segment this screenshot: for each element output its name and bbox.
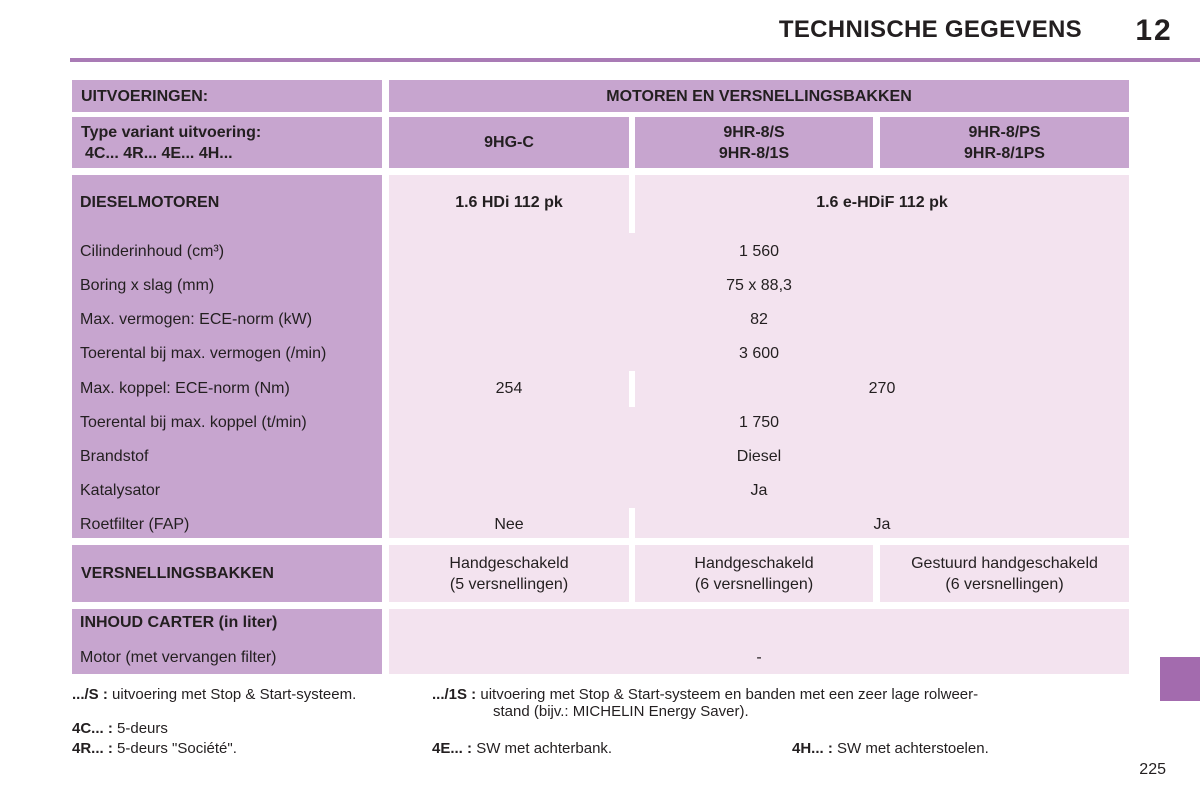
footnote-1s-text-line1: uitvoering met Stop & Start-systeem en banden met een zeer lage rolweer-: [480, 686, 979, 703]
gearbox-9hr-8ps-line1: Gestuurd handgeschakeld: [911, 554, 1098, 572]
variant-type-label: [72, 117, 382, 168]
oil-capacity-value: -: [756, 649, 762, 666]
footnote-1s: [432, 686, 978, 704]
variant-9hr-8s: [635, 117, 873, 168]
oil-capacity-row-label: Motor (met vervangen filter): [80, 649, 277, 666]
spec-value-max-torque-hdi: 254: [495, 380, 523, 397]
footnote-4c: [72, 720, 168, 738]
variant-9hr-8ps: [880, 117, 1129, 168]
footnote-4r-text: 5-deurs "Société".: [117, 740, 237, 757]
spec-label-torque-rpm: Toerental bij max. koppel (t/min): [80, 414, 307, 431]
spec-value-max-torque-e-hdif: 270: [868, 380, 896, 397]
gearbox-9hr-8s-line2: (6 versnellingen): [694, 575, 814, 593]
variant-9hr-8ps-line1: 9HR-8/PS: [968, 123, 1041, 141]
spec-value-catalyst: Ja: [750, 482, 768, 499]
engine-hdi: 1.6 HDi 112 pk: [455, 194, 563, 211]
gearbox-9hr-8s: [635, 545, 873, 602]
variant-9hr-8ps-line2: 9HR-8/1PS: [964, 144, 1045, 162]
footnote-4r: [72, 740, 237, 758]
gearbox-9hr-8ps: [880, 545, 1129, 602]
spec-value-torque-rpm: 1 750: [738, 414, 780, 431]
gearbox-9hr-8ps-line2: (6 versnellingen): [945, 575, 1064, 593]
spec-value-particle-filter-hdi: Nee: [494, 516, 524, 533]
chapter-tab: [1160, 657, 1200, 701]
spec-label-catalyst: Katalysator: [80, 482, 161, 499]
oil-capacity-title: INHOUD CARTER (in liter): [80, 614, 278, 631]
footnote-4c-text: 5-deurs: [117, 720, 168, 737]
header-rule: [70, 58, 1200, 62]
spec-label-displacement: Cilinderinhoud (cm³): [80, 243, 225, 260]
footnote-4r-key: 4R... :: [72, 740, 113, 757]
spec-value-fuel: Diesel: [736, 448, 782, 465]
spec-label-fuel: Brandstof: [80, 448, 149, 465]
spec-value-power-rpm: 3 600: [738, 345, 780, 362]
footnote-4e: [432, 740, 612, 758]
spec-value-bore-stroke: 75 x 88,3: [726, 277, 792, 294]
footnote-s-text: uitvoering met Stop & Start-systeem.: [112, 686, 357, 703]
variant-type-label-line2: 4C... 4R... 4E... 4H...: [85, 144, 233, 162]
variant-9hg-c: 9HG-C: [389, 117, 629, 168]
spec-value-max-power: 82: [750, 311, 768, 328]
variant-type-label-line1: Type variant uitvoering:: [81, 123, 262, 141]
spec-label-particle-filter: Roetfilter (FAP): [80, 516, 190, 533]
gearbox-9hg-c: [389, 545, 629, 602]
spec-label-max-torque: Max. koppel: ECE-norm (Nm): [80, 380, 290, 397]
footnote-s-key: .../S :: [72, 686, 108, 703]
header-motoren: MOTOREN EN VERSNELLINGSBAKKEN: [389, 80, 1129, 112]
gearbox-9hr-8s-line1: Handgeschakeld: [694, 554, 814, 572]
spec-label-bore-stroke: Boring x slag (mm): [80, 277, 215, 294]
gearbox-title: VERSNELLINGSBAKKEN: [72, 545, 382, 602]
footnote-4h-text: SW met achterstoelen.: [837, 740, 989, 757]
gearbox-9hg-c-line1: Handgeschakeld: [449, 554, 569, 572]
footnote-1s-text-line2: stand (bijv.: MICHELIN Energy Saver).: [493, 703, 749, 720]
spec-label-power-rpm: Toerental bij max. vermogen (/min): [80, 345, 327, 362]
footnote-4h: [792, 740, 989, 758]
spec-label-max-power: Max. vermogen: ECE-norm (kW): [80, 311, 313, 328]
page-title: TECHNISCHE GEGEVENS: [778, 16, 1082, 43]
gearbox-9hg-c-line2: (5 versnellingen): [449, 575, 569, 593]
diesel-engines-title: DIESELMOTOREN: [80, 194, 220, 211]
footnote-s: [72, 686, 356, 704]
variant-9hr-8s-line2: 9HR-8/1S: [718, 144, 790, 162]
engine-e-hdif: 1.6 e-HDiF 112 pk: [816, 194, 948, 211]
chapter-number: 12: [1135, 14, 1173, 47]
footnote-4c-key: 4C... :: [72, 720, 113, 737]
footnote-1s-key: .../1S :: [432, 686, 477, 703]
footnote-4e-text: SW met achterbank.: [476, 740, 613, 757]
page-number: 225: [1139, 761, 1166, 778]
header-uitvoeringen: UITVOERINGEN:: [72, 80, 382, 112]
variant-9hr-8s-line1: 9HR-8/S: [723, 123, 785, 141]
footnote-4e-key: 4E... :: [432, 740, 473, 757]
spec-value-displacement: 1 560: [738, 243, 780, 260]
footnote-4h-key: 4H... :: [792, 740, 833, 757]
spec-value-particle-filter-e-hdif: Ja: [873, 516, 891, 533]
